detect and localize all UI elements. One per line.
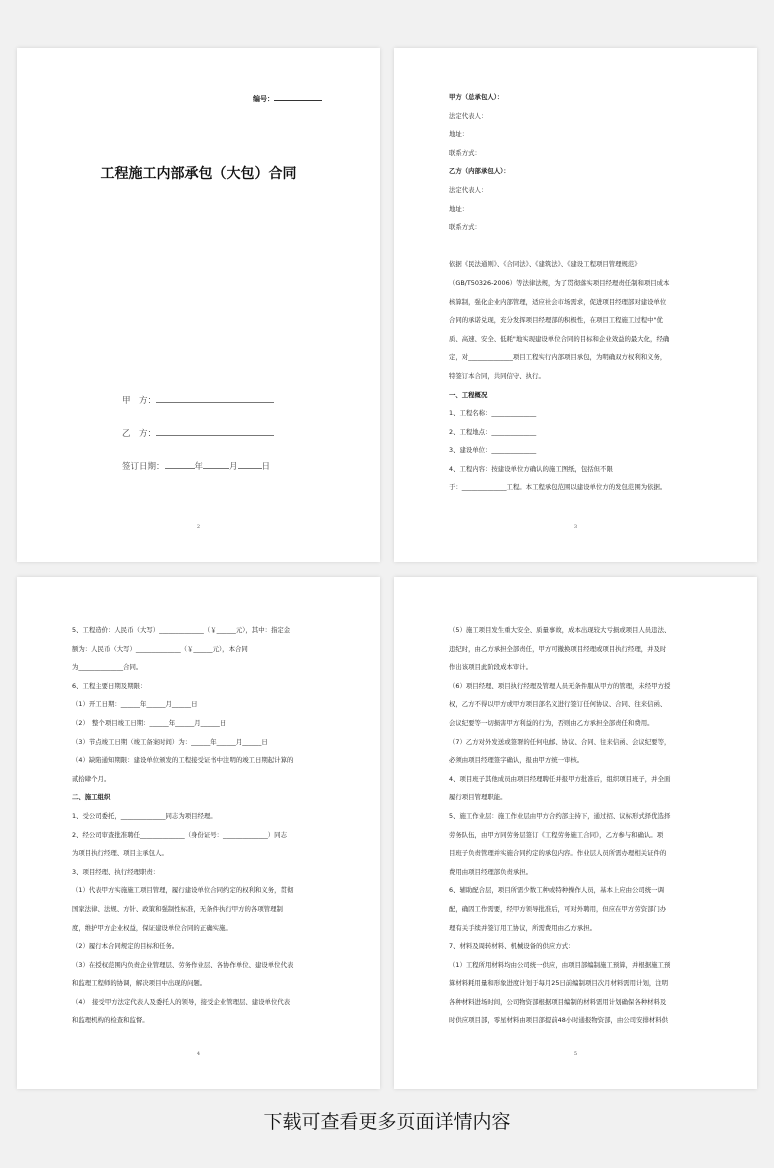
text-line: （7）乙方对外发送或签署的任何电邮、协议、合同、往来信函、会议纪要等， (449, 737, 671, 746)
text-line: 理有关手续并签订用工协议，所需费用由乙方承担。 (449, 923, 596, 932)
text-line: 权，乙方不得以甲方或甲方项目部名义进行签订任何协议、合同、往来信函、 (449, 700, 667, 709)
text-line: 联系方式： (449, 148, 481, 157)
text-line (449, 237, 709, 256)
text-line: 一、工程概况 (449, 390, 488, 399)
text-line: 3、项目经理、执行经理职责： (72, 867, 160, 876)
download-more-banner[interactable]: 下载可查看更多页面详情内容 (263, 1111, 511, 1133)
party-a-label: 甲 方： (122, 396, 157, 406)
text-line: 核算制，强化企业内部管理，适应社会市场需求，促进项目经理部对建设单位 (449, 297, 667, 306)
text-line: 费用由项目经理部负责承担。 (449, 867, 533, 876)
text-line: 各种材料进场时间，公司物资部根据项目编制的材料需用计划确保各种材料及 (449, 997, 667, 1006)
text-line: 国家法律、法规、方针、政策和强制性标准，无条件执行甲方的各项管理制 (72, 904, 283, 913)
text-line: （1）代表甲方实施施工项目管理，履行建设单位合同约定的权利和义务，贯彻 (72, 886, 294, 895)
text-line: 和监理机构的检查和监督。 (72, 1016, 149, 1025)
text-line: 4、工程内容：按建设单位方确认的施工图纸，包括但不限 (449, 464, 613, 473)
text-line: 1、工程名称：______________ (449, 409, 537, 418)
text-line: （4） 接受甲方法定代表人及委托人的领导，接受企业管理层、建设单位代表 (72, 997, 291, 1006)
sign-month-blank (203, 461, 229, 469)
text-line: 定，对______________项目工程实行内部项目承包，为明确双方权利和义务， (449, 353, 667, 362)
text-line: 算材料耗用量和形象进度计划于每月25日前编制项目次月材料需用计划，注明 (449, 979, 669, 988)
text-line: 作出该项目此阶段成本审计。 (449, 663, 533, 672)
text-line: （GB/T50326-2006）等法律法规，为了贯彻落实项目经理责任制和项目成本 (449, 278, 670, 287)
text-line: 必须由项目经理签字确认，报由甲方统一审核。 (449, 756, 584, 765)
page-number: 4 (196, 1051, 201, 1057)
text-line: 违纪时，由乙方承担全部责任，甲方可撤换项目经理或项目执行经理，并及时 (449, 644, 667, 653)
text-line: （3）在授权范围内负责企业管理层、劳务作业层、各协作单位、建设单位代表 (72, 960, 294, 969)
text-line: 配，确因工作需要，经甲方领导批准后，可对外聘用，但应在甲方劳资部门办 (449, 904, 667, 913)
text-line: 2、工程地点：______________ (449, 427, 537, 436)
text-line: 质、高速、安全、低耗"地实现建设单位合同的目标和企业效益的最大化，经确 (449, 334, 670, 343)
page-number: 2 (196, 524, 201, 530)
text-line: 为项目执行经理、项目主承包人。 (72, 849, 168, 858)
text-line: 联系方式： (449, 223, 481, 232)
text-line: （3）节点竣工日期（竣工备案时间）为：______年______月______日 (72, 737, 268, 746)
text-line: 地址： (449, 204, 469, 213)
text-line: 合同的承诺兑现，充分发挥项目经理部的积极性，在项目工程施工过程中"优 (449, 316, 663, 325)
text-line: 履行项目管理职能。 (449, 793, 507, 802)
text-line: （2）履行本合同规定的目标和任务。 (72, 942, 179, 951)
page-5-text (449, 621, 709, 1030)
text-line: 时供应项目部，零星材料由项目部提前48小时通报物资部，由公司安排材料供 (449, 1016, 669, 1025)
day-label: 日 (261, 462, 271, 472)
sign-year-blank (165, 461, 195, 469)
sign-date-field (122, 460, 270, 472)
text-line: 乙方（内部承包人）： (449, 167, 510, 176)
text-line: 额为：人民币（大写）______________（￥______元），本合同 (72, 644, 248, 653)
party-a-field (122, 394, 274, 406)
text-line: 4、项目班子其他成员由项目经理聘任并报甲方批准后，组织项目班子，并全面 (449, 774, 671, 783)
party-a-blank (156, 395, 274, 403)
text-line: 特签订本合同，共同信守、执行。 (449, 371, 545, 380)
text-line: （2） 整个项目竣工日期：______年______月______日 (72, 718, 227, 727)
document-page-2 (17, 48, 380, 562)
sign-date-label: 签订日期： (122, 462, 165, 472)
text-line: 法定代表人： (449, 111, 488, 120)
sign-day-blank (238, 461, 262, 469)
text-line: 1、受公司委托，______________同志为项目经理。 (72, 811, 217, 820)
page-number: 5 (573, 1051, 578, 1057)
party-b-label: 乙 方： (122, 429, 157, 439)
text-line: 二、施工组织 (72, 793, 111, 802)
text-line: （4）缺陷通知期限：建设单位颁发的工程接受证书中注明的竣工日期起计算的 (72, 756, 294, 765)
document-title: 工程施工内部承包（大包）合同 (100, 166, 297, 182)
text-line: 和监理工程师的协调，解决项目中出现的问题。 (72, 979, 207, 988)
text-line: 7、材料及周转材料、机械设备的供应方式： (449, 942, 575, 951)
text-line: 法定代表人： (449, 185, 488, 194)
document-page-4 (17, 577, 380, 1089)
text-line: （1）工程所用材料均由公司统一供应，由项目部编制施工预算，并根据施工预 (449, 960, 671, 969)
party-b-field (122, 427, 274, 439)
text-line: 5、施工作业层：施工作业层由甲方合约部主持下，通过招、议标形式择优选择 (449, 811, 671, 820)
text-line: 6、辅助配合层，项目所需少数工种或特种操作人员，基本上应由公司统一调 (449, 886, 664, 895)
text-line: 地址： (449, 130, 469, 139)
document-page-5 (394, 577, 757, 1089)
text-line: 为______________合同。 (72, 663, 143, 672)
text-line: 劳务队伍，由甲方同劳务层签订《工程劳务施工合同》，乙方参与和确认。项 (449, 830, 664, 839)
text-line: 5、工程造价：人民币（大写）______________（￥______元），其中：指定金 (72, 626, 291, 634)
text-line: 依据《民法通则》、《合同法》、《建筑法》、《建设工程项目管理规范》 (449, 260, 641, 269)
month-label: 月 (229, 462, 238, 472)
contract-number-field (253, 93, 322, 104)
text-line: （6）项目经理、项目执行经理及管理人员无条件服从甲方的管理，未经甲方授 (449, 681, 671, 690)
page-3-text (449, 88, 709, 497)
text-line: 度，维护甲方企业权益，保证建设单位合同的正确实施。 (72, 923, 232, 932)
contract-number-blank (274, 93, 322, 101)
text-line: 甲方（总承包人）： (449, 93, 504, 101)
text-line: 于：______________工程。本工程承包范围以建设单位方的发包范围为依据。 (449, 483, 667, 492)
text-line: 3、建设单位：______________ (449, 446, 537, 455)
year-label: 年 (194, 462, 204, 472)
page-number: 3 (573, 524, 578, 530)
page-4-text (72, 621, 332, 1030)
watermark (113, 498, 126, 514)
text-line: 6、工程主要日期及期限： (72, 681, 147, 690)
text-line: 2、经公司审查批准聘任______________（身份证号：______________）同志 (72, 830, 287, 839)
contract-number-label: 编号： (253, 95, 274, 103)
watermark (17, 727, 22, 743)
text-line: 贰拾肆个月。 (72, 774, 111, 783)
text-line: （1）开工日期：______年______月______日 (72, 700, 198, 709)
text-line: 目班子负责管理并实施合同约定的承包内容。作业层人员所需办理相关证件的 (449, 849, 667, 858)
text-line: （5）施工项目发生重大安全、质量事故，成本出现较大亏损或项目人员违法、 (449, 626, 671, 634)
document-page-3 (394, 48, 757, 562)
party-b-blank (156, 428, 274, 436)
text-line: 会议纪要等一切损害甲方利益的行为，否则由乙方承担全部责任和费用。 (449, 718, 654, 727)
